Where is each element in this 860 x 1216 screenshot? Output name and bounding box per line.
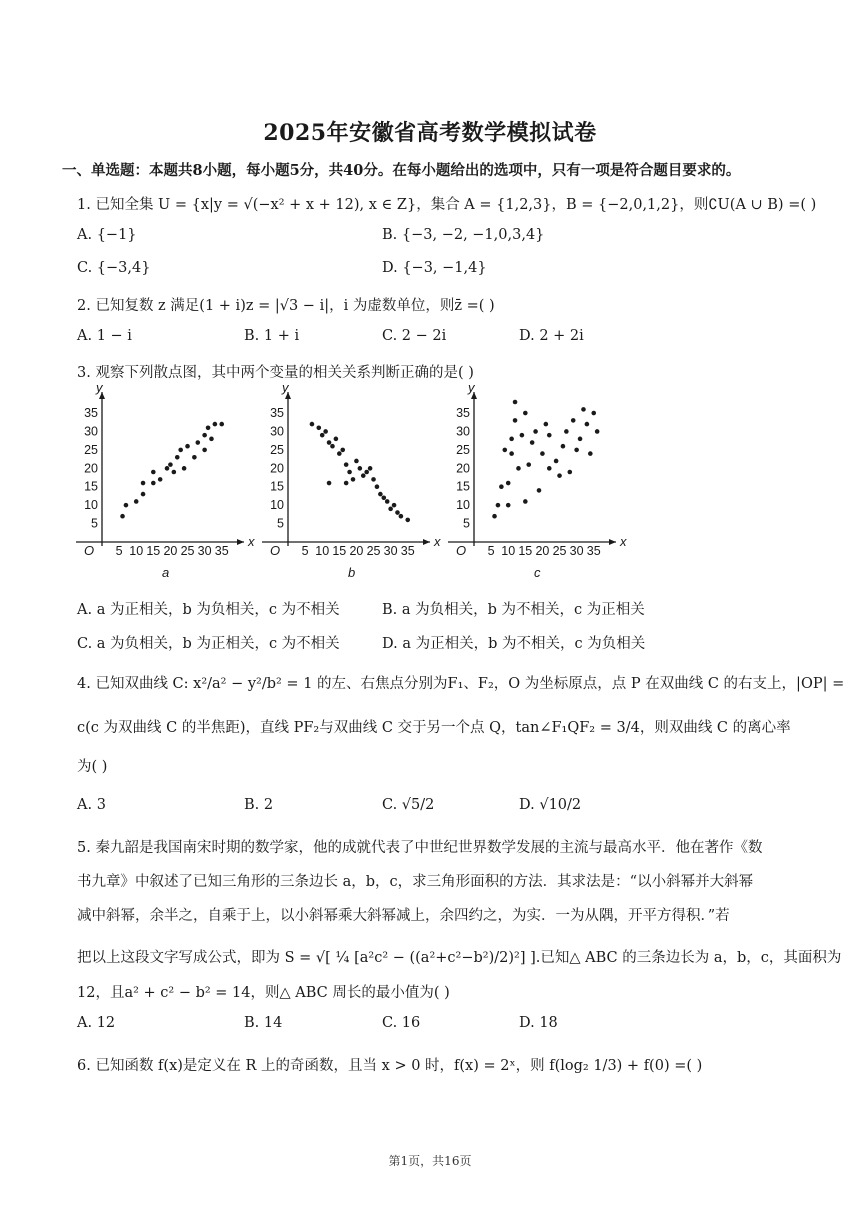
question-4-option-a: A. 3: [77, 797, 106, 813]
plot-a-y-tick-label: 35: [84, 406, 98, 421]
plot-a-point: [202, 433, 207, 438]
plot-c-point: [540, 451, 545, 456]
plot-a-point: [175, 455, 180, 460]
plot-a-x-tick-label: 20: [163, 544, 178, 558]
plot-a-y-tick-label: 30: [84, 424, 98, 439]
plot-c-point: [561, 444, 566, 449]
plot-a-point: [151, 470, 156, 475]
plot-c-point: [520, 433, 525, 438]
plot-b-point: [395, 510, 400, 515]
scatter-plots: [70, 380, 630, 584]
plot-a-point: [192, 455, 197, 460]
plot-b-point: [344, 481, 349, 486]
plot-a-point: [168, 462, 173, 467]
question-3-option-c: C. a 为负相关，b 为正相关，c 为不相关: [77, 636, 340, 652]
plot-c-point: [499, 484, 504, 489]
plot-c-point: [509, 451, 514, 456]
plot-c-point: [513, 418, 518, 423]
plot-c-point: [513, 400, 518, 405]
plot-c-x-label: x: [620, 534, 627, 549]
plot-c-y-tick-label: 5: [463, 516, 470, 531]
plot-a-x-tick-label: 30: [197, 544, 212, 558]
question-5-option-b: B. 14: [244, 1015, 283, 1031]
plot-c-point: [595, 429, 600, 434]
plot-b-point: [320, 433, 325, 438]
plot-b-y-tick-label: 25: [270, 442, 284, 457]
plot-b-x-label: x: [434, 534, 441, 549]
plot-b-point: [385, 499, 390, 504]
plot-c-point: [506, 481, 511, 486]
plot-c-point: [506, 503, 511, 508]
question-5-stem-line-3: 减中斜幂，余半之，自乘于上，以小斜幂乘大斜幂减上，余四约之，为实．一为从隅，开平方得积．”若: [77, 908, 730, 924]
plot-b-point: [368, 466, 373, 471]
question-5-option-a: A. 12: [77, 1015, 116, 1031]
question-5-stem-line-5: 12，且a² + c² − b² = 14，则△ ABC 周长的最小值为( ): [77, 985, 450, 1001]
plot-c-x-tick-label: 20: [535, 544, 550, 558]
question-4-option-d: D. √10/2: [519, 797, 582, 813]
plot-c-x-tick-label: 30: [569, 544, 584, 558]
plot-b-x-tick-label: 20: [349, 544, 364, 558]
plot-b-point: [344, 462, 349, 467]
plot-a-y-tick-label: 15: [84, 479, 98, 494]
plot-c-x-tick-label: 35: [586, 544, 601, 558]
plot-c-y-tick-label: 10: [456, 498, 470, 513]
plot-c-point: [502, 448, 507, 453]
plot-a-point: [209, 437, 214, 442]
plot-b-point: [361, 473, 366, 478]
plot-c-point: [523, 499, 528, 504]
plot-c-x-tick-label: 25: [552, 544, 567, 558]
plot-b-point: [371, 477, 376, 482]
plot-c-caption: c: [534, 565, 541, 580]
plot-c-point: [571, 418, 576, 423]
plot-b-point: [316, 425, 321, 430]
plot-c-point: [530, 440, 535, 445]
plot-b-y-tick-label: 20: [270, 461, 284, 476]
plot-b-point: [337, 451, 342, 456]
plot-a-x-arrow: [237, 539, 244, 545]
plot-b-y-label: y: [282, 380, 289, 395]
plot-a-point: [165, 466, 170, 471]
plot-b-origin-label: O: [270, 543, 281, 558]
plot-b-point: [358, 466, 363, 471]
plot-b-point: [351, 477, 356, 482]
plot-c-point: [578, 437, 583, 442]
plot-c-point: [526, 462, 531, 467]
question-1-option-c: C. {−3,4}: [77, 260, 151, 276]
plot-a-origin-label: O: [84, 543, 95, 558]
question-4-stem-line-2: c(c 为双曲线 C 的半焦距)，直线 PF₂与双曲线 C 交于另一个点 Q，tan∠F₁QF₂ = 3/4，则双曲线 C 的离心率: [77, 720, 791, 736]
plot-c-x-tick-label: 5: [487, 544, 495, 558]
plot-b-caption: b: [348, 565, 356, 580]
plot-b-y-tick-label: 5: [277, 516, 284, 531]
question-5-option-c: C. 16: [382, 1015, 421, 1031]
question-1-option-a: A. {−1}: [77, 227, 137, 243]
question-6-stem: 6. 已知函数 f(x)是定义在 R 上的奇函数，且当 x > 0 时，f(x) = 2ˣ，则 f(log₂ 1/3) + f(0) =( ): [77, 1058, 703, 1074]
question-4-stem-line-3: 为( ): [77, 759, 108, 775]
plot-a-point: [202, 448, 207, 453]
plot-b-x-tick-label: 35: [400, 544, 415, 558]
question-1-option-b: B. {−3, −2, −1,0,3,4}: [382, 227, 545, 243]
plot-a-point: [158, 477, 163, 482]
plot-a-point: [213, 422, 218, 427]
plot-a-x-tick-label: 10: [129, 544, 144, 558]
page-footer: 第1页，共16页: [388, 1154, 472, 1168]
plot-a-x-label: x: [248, 534, 255, 549]
question-3-option-d: D. a 为正相关，b 为不相关，c 为负相关: [382, 636, 646, 652]
plot-b-x-tick-label: 5: [301, 544, 309, 558]
plot-b-point: [388, 507, 393, 512]
plot-b-x-arrow: [423, 539, 430, 545]
plot-b-point: [327, 440, 332, 445]
plot-a-caption: a: [162, 565, 170, 580]
plot-a-point: [172, 470, 177, 475]
plot-a-y-label: y: [96, 380, 103, 395]
plot-c-point: [581, 407, 586, 412]
plot-b-point: [330, 444, 335, 449]
plot-c-origin-label: O: [456, 543, 467, 558]
question-3-option-a: A. a 为正相关，b 为负相关，c 为不相关: [77, 602, 340, 618]
plot-b-point: [340, 448, 345, 453]
question-2-stem: 2. 已知复数 z 满足(1 + i)z = |√3 − i|，i 为虚数单位，则z̄ =( ): [77, 298, 495, 314]
plot-a-point: [195, 440, 200, 445]
plot-a-point: [141, 492, 146, 497]
plot-b-x-tick-label: 15: [332, 544, 347, 558]
plot-c-point: [574, 448, 579, 453]
plot-b-point: [334, 437, 339, 442]
plot-c-y-tick-label: 20: [456, 461, 470, 476]
plot-b-point: [405, 518, 410, 523]
plot-b-point: [381, 495, 386, 500]
plot-c-x-tick-label: 10: [501, 544, 516, 558]
plot-a-y-tick-label: 20: [84, 461, 98, 476]
plot-c-point: [557, 473, 562, 478]
page-title: 2025年安徽省高考数学模拟试卷: [263, 120, 597, 146]
plot-c-point: [547, 466, 552, 471]
plot-b-y-tick-label: 30: [270, 424, 284, 439]
plot-c-point: [496, 503, 501, 508]
plot-c-point: [516, 466, 521, 471]
question-2-option-c: C. 2 − 2i: [382, 328, 447, 344]
plot-a-point: [141, 481, 146, 486]
plot-a-point: [178, 448, 183, 453]
question-5-stem-line-2: 书九章》中叙述了已知三角形的三条边长 a，b，c，求三角形面积的方法．其求法是：“以小斜幂并大斜幂: [77, 874, 754, 890]
plot-a-x-tick-label: 25: [180, 544, 195, 558]
plot-b-x-tick-label: 10: [315, 544, 330, 558]
question-1-option-d: D. {−3, −1,4}: [382, 260, 487, 276]
plot-c-x-arrow: [609, 539, 616, 545]
plot-a-point: [134, 499, 139, 504]
plot-a-x-tick-label: 35: [214, 544, 229, 558]
plot-b-point: [310, 422, 315, 427]
plot-c-y-tick-label: 30: [456, 424, 470, 439]
plot-a-point: [124, 503, 129, 508]
plot-c-point: [591, 411, 596, 416]
plot-a-y-tick-label: 10: [84, 498, 98, 513]
question-4-option-b: B. 2: [244, 797, 274, 813]
plot-c-point: [537, 488, 542, 493]
plot-b-x-tick-label: 30: [383, 544, 398, 558]
question-5-option-d: D. 18: [519, 1015, 558, 1031]
plot-a-y-tick-label: 5: [91, 516, 98, 531]
plot-c-point: [585, 422, 590, 427]
plot-c-point: [547, 433, 552, 438]
plot-c-y-tick-label: 35: [456, 406, 470, 421]
question-2-option-d: D. 2 + 2i: [519, 328, 584, 344]
plot-c-point: [564, 429, 569, 434]
plot-b-y-tick-label: 15: [270, 479, 284, 494]
plot-a-point: [185, 444, 190, 449]
question-2-option-b: B. 1 + i: [244, 328, 300, 344]
plot-c-point: [509, 437, 514, 442]
plot-b-point: [354, 459, 359, 464]
plot-c-point: [567, 470, 572, 475]
plot-b-point: [327, 481, 332, 486]
plot-b-point: [378, 492, 383, 497]
plot-a-point: [151, 481, 156, 486]
plot-c-y-tick-label: 15: [456, 479, 470, 494]
plot-b-point: [347, 470, 352, 475]
plot-a-y-tick-label: 25: [84, 442, 98, 457]
question-5-stem-line-1: 5. 秦九韶是我国南宋时期的数学家，他的成就代表了中世纪世界数学发展的主流与最高水平．他在著作《数: [77, 840, 763, 856]
plot-b-y-tick-label: 35: [270, 406, 284, 421]
plot-b-point: [392, 503, 397, 508]
question-4-stem-line-1: 4. 已知双曲线 C: x²/a² − y²/b² = 1 的左、右焦点分别为F₁、F₂，O 为坐标原点，点 P 在双曲线 C 的右支上，|OP| =: [77, 676, 845, 692]
plot-a-point: [182, 466, 187, 471]
plot-c-point: [492, 514, 497, 519]
plot-b-point: [399, 514, 404, 519]
question-1-stem: 1. 已知全集 U = {x|y = √(−x² + x + 12), x ∈ Z}，集合 A = {1,2,3}，B = {−2,0,1,2}，则∁U(A ∪ B) =( ): [77, 197, 817, 213]
plot-c-point: [544, 422, 549, 427]
plot-a-x-tick-label: 15: [146, 544, 161, 558]
plot-c-y-tick-label: 25: [456, 442, 470, 457]
plot-a-point: [206, 425, 211, 430]
question-3-option-b: B. a 为负相关，b 为不相关，c 为正相关: [382, 602, 645, 618]
plot-c-point: [523, 411, 528, 416]
question-3-stem: 3. 观察下列散点图，其中两个变量的相关关系判断正确的是( ): [77, 365, 474, 381]
plot-b-point: [364, 470, 369, 475]
question-2-option-a: A. 1 − i: [77, 328, 132, 344]
question-4-option-c: C. √5/2: [382, 797, 435, 813]
plot-a-x-tick-label: 5: [115, 544, 123, 558]
plot-a-point: [219, 422, 224, 427]
plot-b-y-tick-label: 10: [270, 498, 284, 513]
plot-b-x-tick-label: 25: [366, 544, 381, 558]
plot-b-point: [375, 484, 380, 489]
plot-c-x-tick-label: 15: [518, 544, 533, 558]
plot-c-point: [588, 451, 593, 456]
question-5-stem-line-4: 把以上这段文字写成公式，即为 S = √[ ¼ [a²c² − ((a²+c²−b²)/2)²] ].已知△ ABC 的三条边长为 a，b，c，其面积为: [77, 950, 842, 966]
plot-a-point: [120, 514, 125, 519]
plot-b-point: [323, 429, 328, 434]
section-heading: 一、单选题：本题共8小题，每小题5分，共40分。在每小题给出的选项中，只有一项是符合题目要求的。: [62, 162, 741, 179]
plot-c-point: [533, 429, 538, 434]
plot-c-point: [554, 459, 559, 464]
plot-c-y-label: y: [468, 380, 475, 395]
